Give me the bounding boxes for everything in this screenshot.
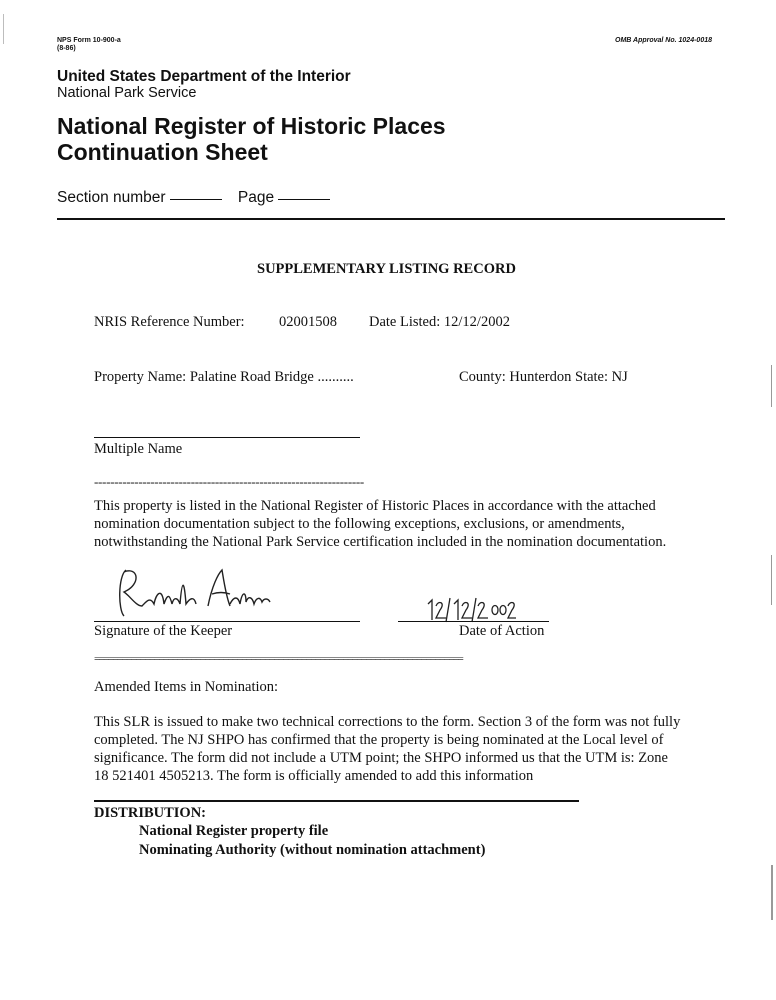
multiple-name-line	[94, 437, 360, 438]
scan-edge-mark	[3, 14, 4, 44]
page-field	[278, 198, 330, 200]
date-listed-value: 12/12/2002	[443, 314, 510, 330]
listing-statement: This property is listed in the National Register of Historic Places in accordance with the attached nomination documentation subject to the following exceptions, exclusions, or amendments, notwithstanding the National Park Service certification included in the nomination documentation.	[94, 498, 667, 550]
page-title: National Register of Historic Places	[57, 113, 446, 139]
state-label: State:	[575, 369, 609, 385]
distribution-item: National Register property file	[139, 823, 329, 839]
form-number: NPS Form 10-900-a (8-86)	[57, 37, 121, 52]
handwritten-action-date	[426, 596, 516, 624]
amendment-text: This SLR is issued to make two technical corrections to the form. Section 3 of the form was not fully completed. The NJ SHPO has confirmed that the property is being nominated at the Local level of significance. The form did not include a UTM point; the SHPO informed us that the UTM is: Zone 18 521401 4505213. The form is officially amended to add this information	[94, 714, 681, 784]
omb-approval: OMB Approval No. 1024-0018	[615, 37, 712, 44]
nris-reference-value: 02001508	[279, 314, 337, 330]
section-page-row	[57, 189, 334, 207]
dash-separator: -------------------------------------------------------------------	[94, 474, 364, 489]
scan-edge-mark	[771, 555, 772, 605]
county-label: County:	[459, 369, 506, 385]
amended-items-label: Amended Items in Nomination:	[94, 679, 279, 695]
state-value: NJ	[611, 369, 628, 385]
date-listed	[369, 314, 510, 331]
header-divider	[57, 218, 725, 220]
scan-edge-mark	[771, 365, 772, 407]
agency-name: National Park Service	[57, 85, 197, 101]
date-listed-label: Date Listed:	[369, 314, 441, 330]
page-label: Page	[237, 189, 275, 206]
page-subtitle: Continuation Sheet	[57, 139, 268, 165]
date-of-action-label: Date of Action	[459, 623, 545, 639]
signature-label: Signature of the Keeper	[94, 623, 233, 639]
distribution-line	[94, 800, 579, 802]
nris-reference-label: NRIS Reference Number:	[94, 314, 245, 330]
scan-edge-mark	[771, 865, 773, 920]
county-state	[459, 369, 628, 386]
date-of-action-line	[398, 621, 549, 622]
county-value: Hunterdon	[509, 369, 572, 385]
property-name-label: Property Name:	[94, 369, 187, 385]
section-number-field	[170, 198, 222, 200]
department-name: United States Department of the Interior	[57, 68, 351, 85]
property-name	[94, 369, 354, 386]
signature-line	[94, 621, 360, 622]
distribution-item: Nominating Authority (without nomination attachment)	[139, 842, 486, 858]
equals-separator: ================================================================================	[94, 653, 463, 665]
distribution-heading: DISTRIBUTION:	[94, 805, 206, 821]
property-name-value: Palatine Road Bridge ..........	[189, 369, 354, 385]
multiple-name-label: Multiple Name	[94, 441, 183, 457]
section-number-label: Section number	[57, 189, 166, 206]
record-heading: SUPPLEMENTARY LISTING RECORD	[257, 261, 516, 277]
keeper-signature-image	[112, 566, 272, 622]
